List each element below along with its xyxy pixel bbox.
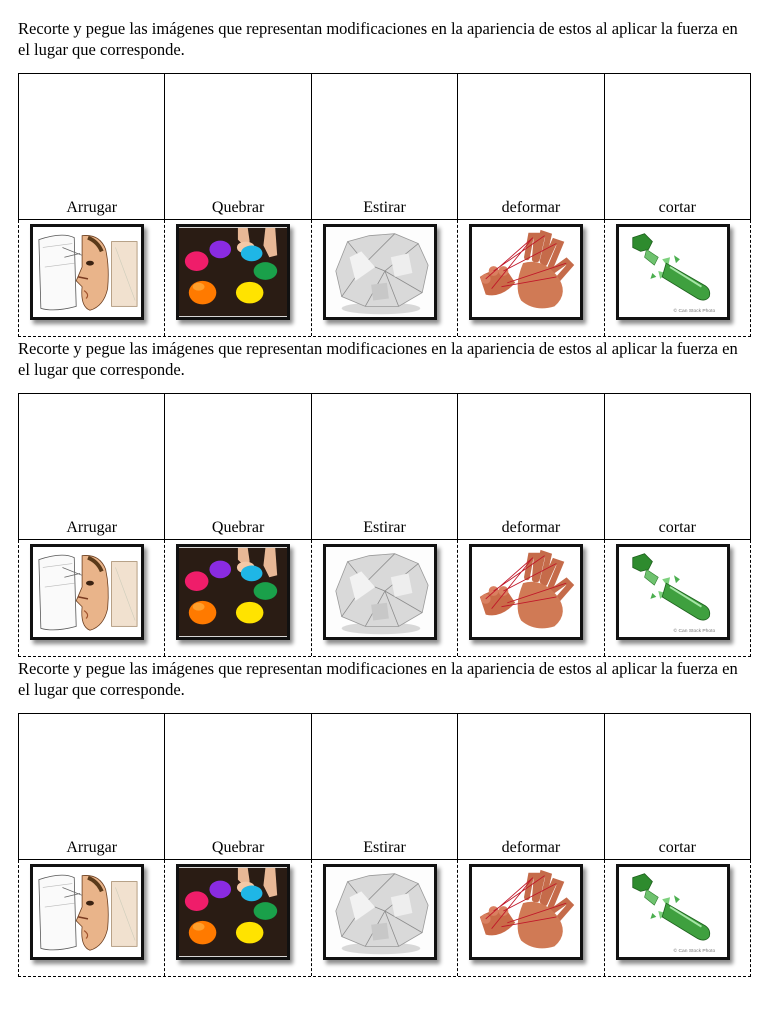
cutout-cell[interactable]	[19, 220, 165, 336]
label-arrugar: Arrugar	[66, 199, 118, 216]
cutout-cell[interactable]	[605, 860, 750, 976]
colored-play-dough-icon	[176, 544, 290, 640]
hands-string-figure-icon	[469, 224, 583, 320]
watermark-text: © Can Stock Photo	[673, 949, 715, 955]
cutout-cell[interactable]	[312, 540, 458, 656]
broken-green-bottle-icon	[616, 864, 730, 960]
hands-string-figure-icon	[469, 864, 583, 960]
worksheet-block-1	[18, 18, 751, 315]
cutout-row	[18, 860, 751, 977]
label-deformar: deformar	[501, 519, 561, 536]
paste-cell-deformar[interactable]	[458, 74, 604, 219]
hands-string-figure-icon	[469, 544, 583, 640]
cutout-cell[interactable]	[165, 220, 311, 336]
cutout-cell[interactable]	[605, 220, 750, 336]
matching-table	[18, 393, 751, 657]
paste-cell-estirar[interactable]	[312, 714, 458, 859]
paste-cell-deformar[interactable]	[458, 394, 604, 539]
label-cortar: cortar	[658, 519, 696, 536]
paste-cell-estirar[interactable]	[312, 394, 458, 539]
label-arrugar: Arrugar	[66, 519, 118, 536]
cutout-cell[interactable]	[19, 860, 165, 976]
cutout-cell[interactable]	[312, 860, 458, 976]
label-deformar: deformar	[501, 839, 561, 856]
label-row	[18, 393, 751, 540]
paste-cell-cortar[interactable]	[605, 714, 750, 859]
crumpled-paper-icon	[323, 864, 437, 960]
label-deformar: deformar	[501, 199, 561, 216]
cutout-row	[18, 540, 751, 657]
matching-table	[18, 73, 751, 337]
crumpled-paper-icon	[323, 544, 437, 640]
label-cortar: cortar	[658, 199, 696, 216]
paste-cell-quebrar[interactable]	[165, 714, 311, 859]
instruction-text: Recorte y pegue las imágenes que representan modificaciones en la apariencia de estos al aplicar la fuerza en el lugar que corresponde.	[18, 339, 738, 379]
label-arrugar: Arrugar	[66, 839, 118, 856]
paste-cell-quebrar[interactable]	[165, 394, 311, 539]
label-estirar: Estirar	[363, 519, 406, 536]
cutout-cell[interactable]	[458, 540, 604, 656]
paste-cell-estirar[interactable]	[312, 74, 458, 219]
face-pressed-on-glass-icon	[30, 224, 144, 320]
label-quebrar: Quebrar	[211, 839, 265, 856]
paste-cell-cortar[interactable]	[605, 394, 750, 539]
broken-green-bottle-icon	[616, 224, 730, 320]
worksheet-block-2	[18, 338, 751, 635]
label-estirar: Estirar	[363, 199, 406, 216]
paste-cell-arrugar[interactable]	[19, 714, 165, 859]
face-pressed-on-glass-icon	[30, 544, 144, 640]
cutout-cell[interactable]	[458, 220, 604, 336]
cutout-cell[interactable]	[165, 540, 311, 656]
face-pressed-on-glass-icon	[30, 864, 144, 960]
instruction-text: Recorte y pegue las imágenes que representan modificaciones en la apariencia de estos al aplicar la fuerza en el lugar que corresponde.	[18, 19, 738, 59]
cutout-cell[interactable]	[165, 860, 311, 976]
instruction-text: Recorte y pegue las imágenes que representan modificaciones en la apariencia de estos al aplicar la fuerza en el lugar que corresponde.	[18, 659, 738, 699]
watermark-text: © Can Stock Photo	[673, 309, 715, 315]
paste-cell-cortar[interactable]	[605, 74, 750, 219]
paste-cell-quebrar[interactable]	[165, 74, 311, 219]
paste-cell-deformar[interactable]	[458, 714, 604, 859]
label-estirar: Estirar	[363, 839, 406, 856]
crumpled-paper-icon	[323, 224, 437, 320]
cutout-cell[interactable]	[312, 220, 458, 336]
colored-play-dough-icon	[176, 224, 290, 320]
cutout-cell[interactable]	[19, 540, 165, 656]
cutout-cell[interactable]	[458, 860, 604, 976]
colored-play-dough-icon	[176, 864, 290, 960]
label-cortar: cortar	[658, 839, 696, 856]
broken-green-bottle-icon	[616, 544, 730, 640]
label-row	[18, 73, 751, 220]
paste-cell-arrugar[interactable]	[19, 394, 165, 539]
worksheet-block-3	[18, 658, 751, 955]
label-quebrar: Quebrar	[211, 199, 265, 216]
cutout-cell[interactable]	[605, 540, 750, 656]
watermark-text: © Can Stock Photo	[673, 629, 715, 635]
paste-cell-arrugar[interactable]	[19, 74, 165, 219]
cutout-row	[18, 220, 751, 337]
label-quebrar: Quebrar	[211, 519, 265, 536]
matching-table	[18, 713, 751, 977]
label-row	[18, 713, 751, 860]
